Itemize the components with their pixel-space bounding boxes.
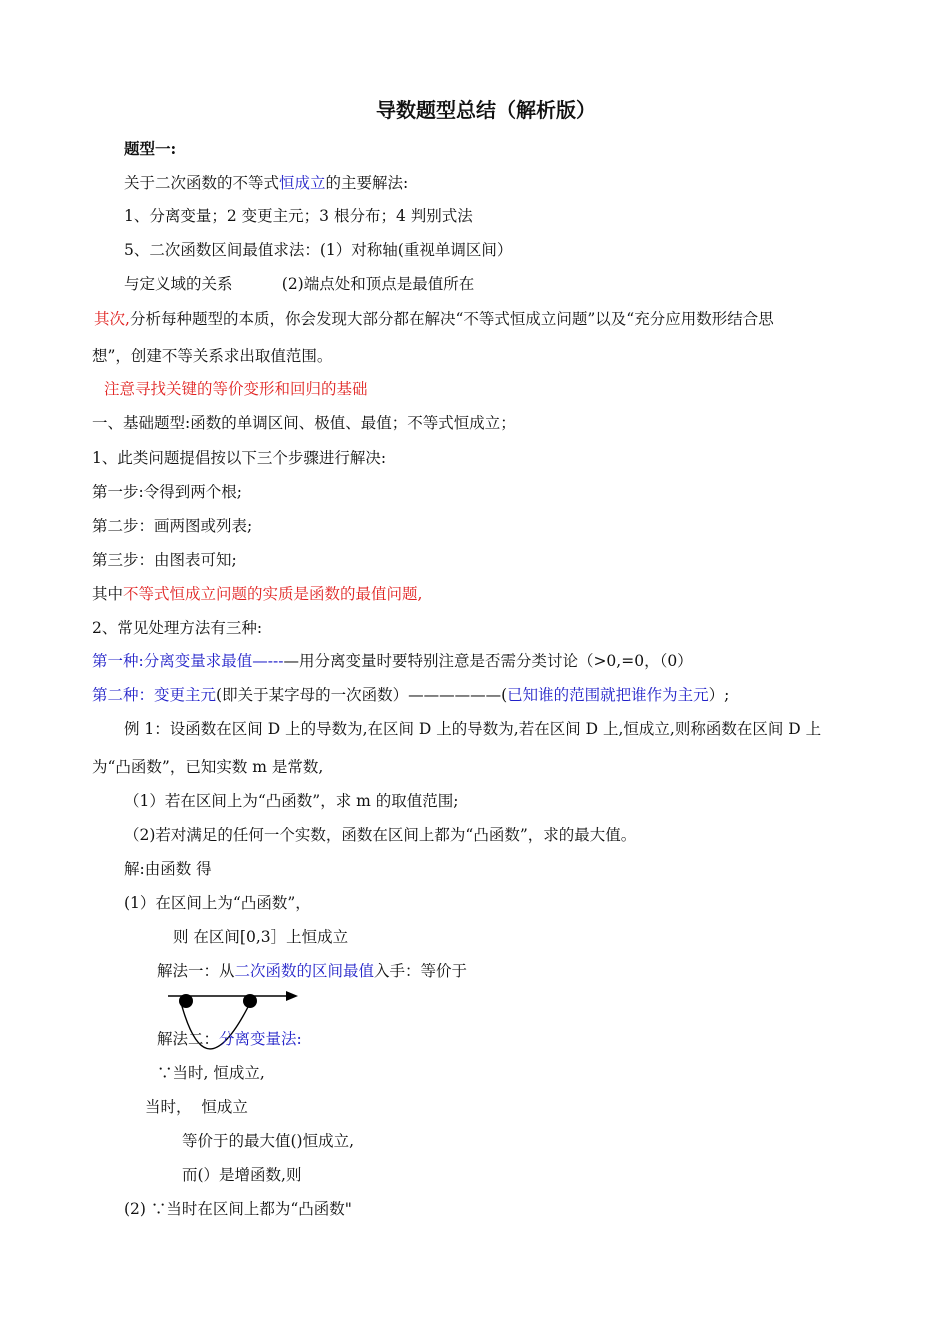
next-rest: 分析每种题型的本质，你会发现大部分都在解决“不等式恒成立问题”以及“充分应用数形结合思	[129, 310, 774, 328]
method5-line: 5、二次函数区间最值求法：(1）对称轴(重视单调区间）	[124, 241, 513, 259]
intro-line	[124, 173, 408, 193]
way2-blue2: 已知谁的范围就把谁作为主元	[507, 686, 709, 704]
way2-line	[92, 685, 729, 705]
page-title: 导数题型总结（解析版）	[376, 98, 596, 122]
way1-rest: —用分离变量时要特别注意是否需分类讨论（>0,=0，（0）	[283, 652, 693, 670]
method2-prefix: 解法二：	[157, 1030, 220, 1048]
because-line: ∵当时, 恒成立,	[157, 1064, 265, 1082]
way2-mid: (即关于某字母的一次函数）——————(	[216, 686, 508, 704]
basic-heading: 一、基础题型:函数的单调区间、极值、最值；不等式恒成立；	[92, 414, 516, 432]
next-paragraph-line1	[94, 309, 774, 329]
type1-heading: 题型一:	[124, 139, 177, 158]
method1-line	[157, 961, 467, 981]
solution-start: 解:由函数 得	[124, 860, 212, 878]
solution-part2: (2) ∵当时在区间上都为“凸函数"	[124, 1200, 352, 1218]
essence-red: 不等式恒成立问题的实质是函数的最值问题,	[123, 585, 423, 603]
method1-suffix: 入手：等价于	[374, 962, 468, 980]
methods-line: 1、分离变量；2 变更主元；3 根分布；4 判别式法	[124, 207, 473, 225]
method2-line	[157, 1029, 302, 1049]
parabola-diagram	[160, 985, 305, 1065]
step-1: 第一步:令得到两个根;	[92, 483, 242, 501]
next-paragraph-line2: 想”，创建不等关系求出取值范围。	[92, 347, 333, 365]
intro-prefix: 关于二次函数的不等式	[124, 174, 280, 192]
equiv-line: 等价于的最大值()恒成立,	[182, 1132, 355, 1150]
way2-end: ）;	[708, 686, 730, 704]
method2-blue: 分离变量法:	[219, 1030, 302, 1048]
common-methods: 2、常见处理方法有三种:	[92, 619, 263, 637]
essence-prefix: 其中	[92, 585, 124, 603]
steps-intro: 1、此类问题提倡按以下三个步骤进行解决:	[92, 449, 387, 467]
intro-suffix: 的主要解法:	[325, 174, 409, 192]
method1-blue: 二次函数的区间最值	[234, 962, 375, 980]
solution-part1: (1）在区间上为“凸函数”，	[124, 894, 311, 912]
axis-arrow	[286, 991, 298, 1001]
way1-line	[92, 651, 693, 671]
increasing-line: 而(）是增函数,则	[182, 1166, 302, 1184]
step-3: 第三步：由图表可知;	[92, 551, 237, 569]
when-line: 当时， 恒成立	[145, 1098, 248, 1116]
next-red: 其次,	[94, 310, 130, 328]
way2-blue: 第二种：变更主元	[92, 686, 217, 704]
solution-then: 则 在区间[0,3］上恒成立	[173, 928, 349, 946]
example-question-1: （1）若在区间上为“凸函数”，求 m 的取值范围;	[124, 792, 459, 810]
method5-continuation: 与定义域的关系 (2)端点处和顶点是最值所在	[124, 275, 475, 293]
example-line2: 为“凸函数”，已知实数 m 是常数,	[92, 758, 324, 776]
example-line1: 例 1：设函数在区间 D 上的导数为,在区间 D 上的导数为,若在区间 D 上,恒成立,则称函数在区间 D 上	[124, 720, 822, 738]
way1-blue: 第一种:分离变量求最值—---	[92, 652, 284, 670]
intro-highlight: 恒成立	[279, 174, 326, 192]
step-2: 第二步：画两图或列表;	[92, 517, 253, 535]
method1-prefix: 解法一：从	[157, 962, 235, 980]
root-point-right	[243, 994, 257, 1008]
note-line: 注意寻找关键的等价变形和回归的基础	[104, 380, 368, 398]
essence-line	[92, 584, 422, 604]
root-point-left	[179, 994, 193, 1008]
example-question-2: （2)若对满足的任何一个实数，函数在区间上都为“凸函数”，求的最大值。	[124, 826, 637, 844]
